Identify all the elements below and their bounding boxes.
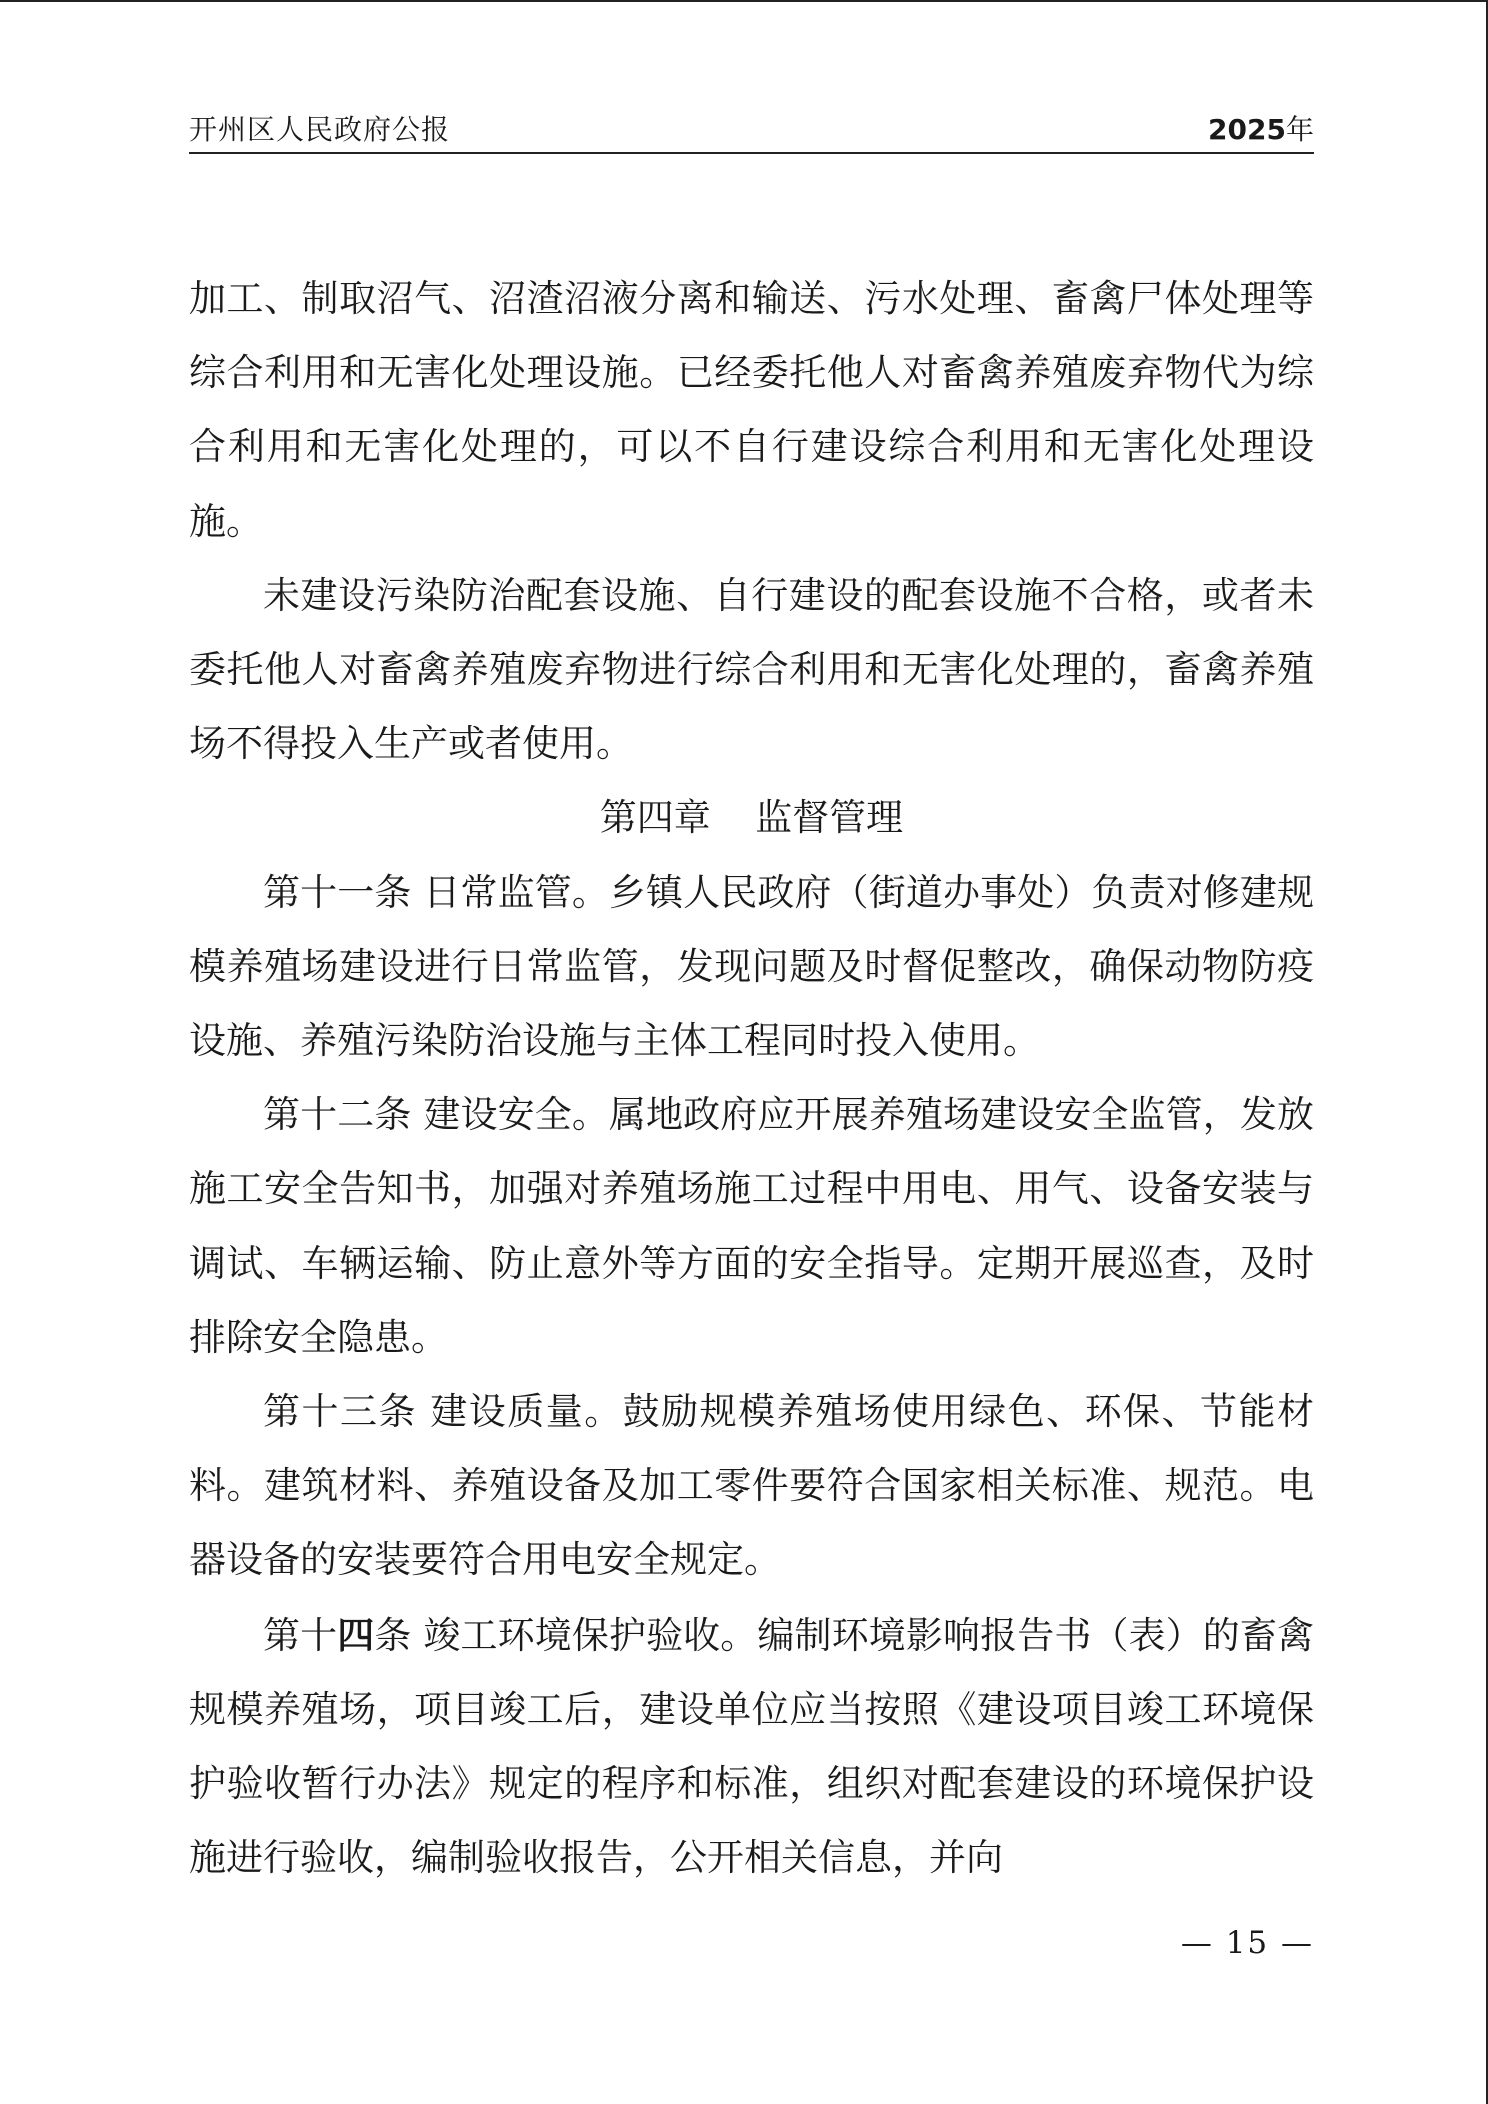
chapter-number: 第四章 (599, 796, 711, 840)
article-number: 第十二条 (263, 1093, 412, 1137)
article-13 (189, 1375, 1314, 1598)
paragraph-continued: 加工、制取沼气、沼渣沼液分离和输送、污水处理、畜禽尸体处理等综合利用和无害化处理设施。已经委托他人对畜禽养殖废弃物代为综合利用和无害化处理的，可以不自行建设综合利用和无害化处理设施。 (189, 277, 1314, 543)
page-number: — 15 — (1180, 1925, 1314, 1961)
article-text: 建设质量。鼓励规模养殖场使用绿色、环保、节能材料。建筑材料、养殖设备及加工零件要符合国家相关标准、规范。电器设备的安装要符合用电安全规定。 (189, 1390, 1315, 1582)
article-text: 日常监管。乡镇人民政府（街道办事处）负责对修建规模养殖场建设进行日常监管，发现问题及时督促整改，确保动物防疫设施、养殖污染防治设施与主体工程同时投入使用。 (189, 870, 1315, 1063)
article-text: 建设安全。属地政府应开展养殖场建设安全监管，发放施工安全告知书，加强对养殖场施工过程中用电、用气、设备安装与调试、车辆运输、防止意外等方面的安全指导。定期开展巡查，及时排除安全隐患。 (189, 1093, 1315, 1359)
year-suffix: 年 (1285, 113, 1314, 146)
article-number: 第十一条 (263, 870, 412, 914)
article-14 (189, 1598, 1314, 1896)
article-12 (189, 1078, 1314, 1375)
paragraph: 未建设污染防治配套设施、自行建设的配套设施不合格，或者未委托他人对畜禽养殖废弃物进行综合利用和无害化处理的，畜禽养殖场不得投入生产或者使用。 (189, 573, 1314, 766)
publication-title: 开州区人民政府公报 (189, 113, 451, 146)
document-body (189, 262, 1314, 1895)
chapter-heading (189, 781, 1314, 855)
chapter-title: 监督管理 (755, 796, 904, 840)
article-number: 第十四条 (263, 1612, 412, 1657)
year-number: 2025 (1208, 113, 1286, 146)
article-number: 第十三条 (263, 1390, 417, 1434)
page-header (189, 106, 1314, 154)
article-text: 竣工环境保护验收。编制环境影响报告书（表）的畜禽规模养殖场，项目竣工后，建设单位应当按照《建设项目竣工环境保护验收暂行办法》规定的程序和标准，组织对配套建设的环境保护设施进行验收，编制验收报告，公开相关信息，并向 (189, 1613, 1315, 1880)
article-11 (189, 856, 1314, 1079)
publication-year (1208, 108, 1314, 148)
page-border-top (0, 0, 1488, 2)
